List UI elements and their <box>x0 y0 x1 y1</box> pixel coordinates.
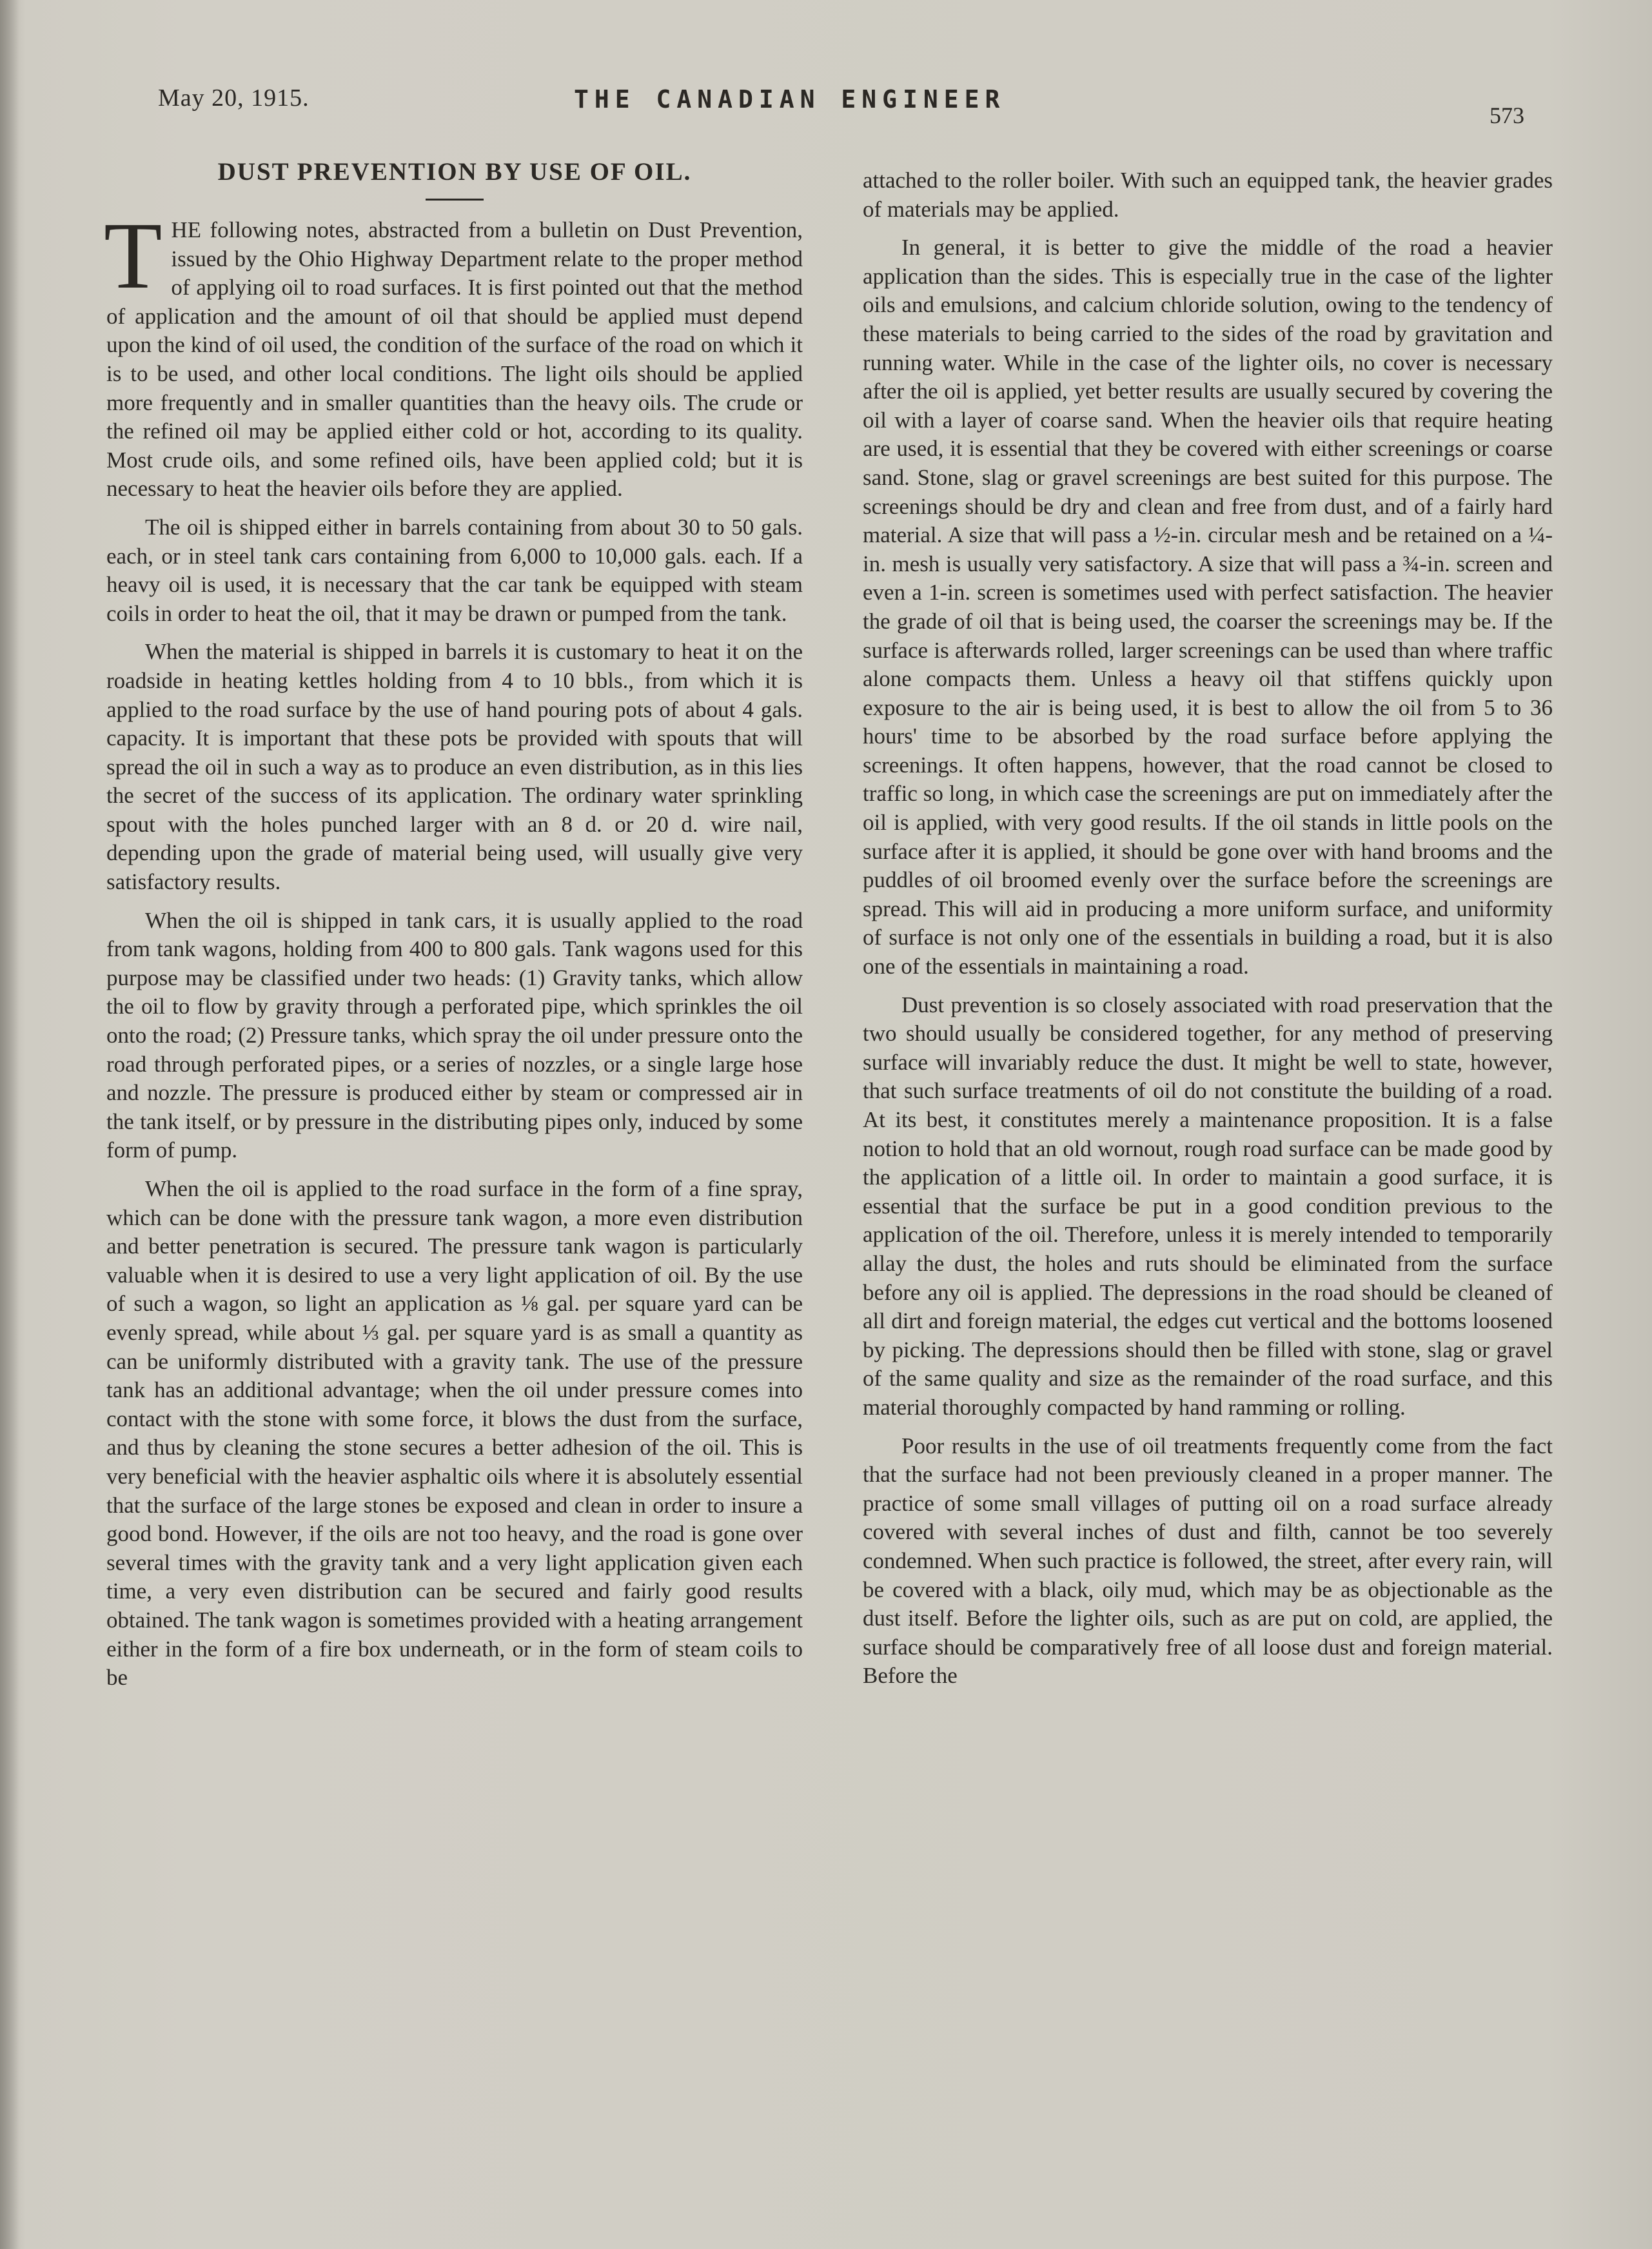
journal-title: THE CANADIAN ENGINEER <box>574 85 1006 113</box>
issue-date: May 20, 1915. <box>158 84 310 112</box>
page-number: 573 <box>1490 103 1524 128</box>
drop-cap: T <box>104 203 162 309</box>
paragraph-7: Dust prevention is so closely associated with road preservation that the two should usually be considered together, for any method of preserving surface will invariably reduce the dust. It might be well to state, however, that such surface treatments of oil do not constitute the building of a road. At its best, it constitutes merely a maintenance proposition. It is a false notion to hold that an old wornout, rough road surface can be made good by the application of a little oil. In order to maintain a good surface, it is essential that the surface be put in a good condition previous to the application of the oil. Therefore, unless it is merely intended to temporarily allay the dust, the holes and ruts should be eliminated from the surface before any oil is applied. The depressions in the road should be cleaned of all dirt and foreign material, the edges cut vertical and the bottoms loosened by picking. The depressions should then be filled with stone, slag or gravel of the same quality and size as the remainder of the road surface, and this material thoroughly compacted by hand ramming or rolling. <box>863 992 1553 1420</box>
paragraph-1-text: HE following notes, abstracted from a bulletin on Dust Prevention, issued by the Ohio Highway Department relate to the proper method of applying oil to road surfaces. It is first pointed out that the method of application and the amount of oil that should be applied must depend upon the kind of oil used, the condition of the surface of the road on which it is to be used, and other local conditions. The light oils should be applied more frequently and in smaller quantities than the heavy oils. The crude or the refined oil may be applied either cold or hot, according to its quality. Most crude oils, and some refined oils, have been applied cold; but it is necessary to heat the heavier oils before they are applied. <box>106 217 803 502</box>
running-head <box>0 77 1652 128</box>
article-title: DUST PREVENTION BY USE OF OIL. <box>217 158 692 186</box>
paragraph-1 <box>104 203 803 504</box>
title-rule <box>426 199 484 201</box>
paragraph-3: When the material is shipped in barrels it is customary to heat it on the roadside in heating kettles holding from 4 to 10 bbls., from which it is applied to the road surface by the use of hand pouring pots of about 4 gals. capacity. It is important that these pots be provided with spouts that will spread the oil in such a way as to produce an even distribution, as in this lies the secret of the success of its application. The ordinary water sprinkling spout with the holes punched larger with an 8 d. or 20 d. wire nail, depending upon the grade of material being used, will usually give very satisfactory results. <box>106 639 803 895</box>
paragraph-6: In general, it is better to give the middle of the road a heavier application than the sides. This is especially true in the case of the lighter oils and emulsions, and calcium chloride solution, owing to the tendency of these materials to being carried to the sides of the road by gravitation and running water. While in the case of the lighter oils, no cover is necessary after the oil is applied, yet better results are usually secured by covering the oil with a layer of coarse sand. When the heavier oils that require heating are used, it is essential that they be covered with either screenings or coarse sand. Stone, slag or gravel screenings are best suited for this purpose. The screenings should be dry and clean and free from dust, and of a fairly hard material. A size that will pass a ½-in. circular mesh and be retained on a ¼-in. mesh is usually very satisfactory. A size that will pass a ¾-in. screen and even a 1-in. screen is sometimes used with perfect satisfaction. The heavier the grade of oil that is being used, the coarser the screenings may be. If the surface is afterwards rolled, larger screenings can be used than where traffic alone compacts them. Unless a heavy oil that stiffens quickly upon exposure to the air is being used, it is best to allow the oil from 5 to 36 hours' time to be absorbed by the road surface before applying the screenings. It often happens, however, that the road cannot be closed to traffic so long, in which case the screenings are put on immediately after the oil is applied, with very good results. If the oil stands in little pools on the surface after it is applied, it should be gone over with hand brooms and the puddles of oil broomed evenly over the surface before the screenings are spread. This will aid in producing a more uniform surface, and uniformity of surface is not only one of the essentials in building a road, but it is also one of the essentials in maintaining a road. <box>863 235 1553 979</box>
binding-shadow <box>0 0 19 2249</box>
left-column <box>106 155 803 1702</box>
paragraph-4: When the oil is shipped in tank cars, it is usually applied to the road from tank wagons, holding from 400 to 800 gals. Tank wagons used for this purpose may be classified under two heads: (1) Gravity tanks, which allow the oil to flow by gravity through a perforated pipe, which sprinkles the oil onto the road; (2) Pressure tanks, which spray the oil under pressure onto the road through perforated pipes, or a series of nozzles, or a single large hose and nozzle. The pressure is produced either by steam or compressed air in the tank itself, or by pressure in the distributing pipes only, induced by some form of pump. <box>106 907 803 1163</box>
paragraph-5-continued: attached to the roller boiler. With such an equipped tank, the heavier grades of materials may be applied. <box>863 168 1553 222</box>
paragraph-2: The oil is shipped either in barrels containing from about 30 to 50 gals. each, or in steel tank cars containing from 6,000 to 10,000 gals. each. If a heavy oil is used, it is necessary that the car tank be equipped with steam coils in order to heat the oil, that it may be drawn or pumped from the tank. <box>106 514 803 626</box>
paragraph-5: When the oil is applied to the road surface in the form of a fine spray, which can be done with the pressure tank wagon, a more even distribution and better penetration is secured. The pressure tank wagon is particularly valuable when it is desired to use a very light application of oil. By the use of such a wagon, so light an application as ⅛ gal. per square yard can be evenly spread, while about ⅓ gal. per square yard is as small a quantity as can be uniformly distributed with a gravity tank. The use of the pressure tank has an additional advantage; when the oil under pressure comes into contact with the stone with some force, it blows the dust from the surface, and thus by cleaning the stone secures a better adhesion of the oil. This is very beneficial with the heavier asphaltic oils where it is absolutely essential that the surface of the large stones be exposed and clean in order to insure a good bond. However, if the oils are not too heavy, and the road is gone over several times with the gravity tank and a very light application given each time, a very even distribution can be secured and fairly good results obtained. The tank wagon is sometimes provided with a heating arrangement either in the form of a fire box underneath, or in the form of steam coils to be <box>106 1176 803 1691</box>
right-column <box>863 166 1553 1700</box>
paragraph-8: Poor results in the use of oil treatments frequently come from the fact that the surface had not been previously cleaned in a proper manner. The practice of some small villages of putting oil on a road surface already covered with several inches of dust and filth, cannot be too severely condemned. When such practice is followed, the street, after every rain, will be covered with a black, oily mud, which may be as objectionable as the dust itself. Before the lighter oils, such as are put on cold, are applied, the surface should be comparatively free of all loose dust and foreign material. Before the <box>863 1433 1553 1689</box>
